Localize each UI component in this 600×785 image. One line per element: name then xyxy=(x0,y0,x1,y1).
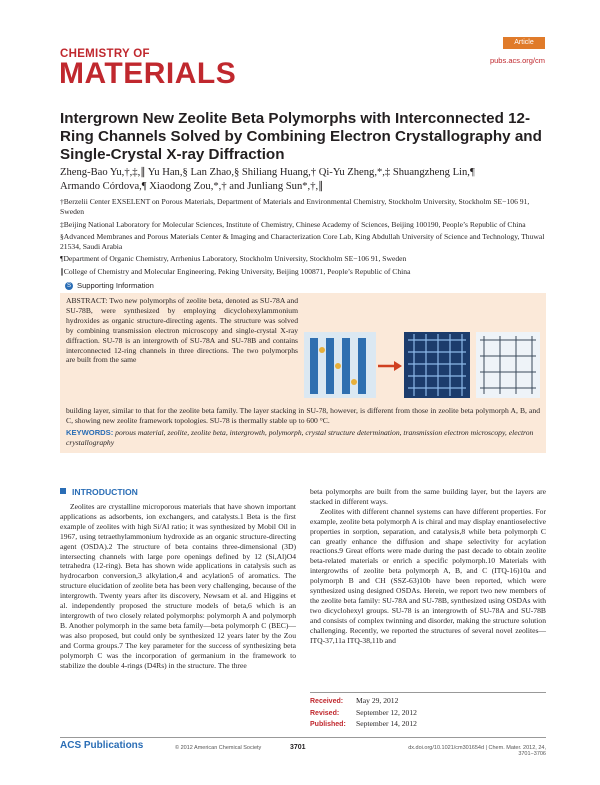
paragraph: Zeolites with different channel systems can have different properties. For example, zeolite beta polymorph A is chiral and may display enantioselective properties in sorption, separation, and catalysis,8 while beta polymorph C can greatly enhance the diffusion and shape selectivity for acylation reactions.9 Great efforts were made during the past decade to obtain zeolite beta-related materials or enrich a specific polymorph.10 Materials with intergrowths of zeolite beta polymorph A, B, and C (ITQ-16)10a and polymorph B and CH (SSZ-63)10b have been reported, which were synthesized using designed OSDAs. Herein, we report two new members of the zeolite beta family: SU-78A and SU-78B, synthesized using OSDAs with two dicyclohexyl groups. SU-78 is an intergrowth of SU-78A and SU-78B and consists of complex twinning and disorder, making the structure solution challenging. Recently, we reported the structures of several novel zeolites—ITQ-37,11a ITQ-38,11b and xyxy=(310,506,546,645)
toc-graphic xyxy=(304,330,542,402)
journal-logo-top: CHEMISTRY OF xyxy=(60,48,150,60)
date-value: September 12, 2012 xyxy=(356,707,417,717)
intro-column-left xyxy=(60,502,296,670)
copyright: © 2012 American Chemical Society xyxy=(175,745,262,751)
date-value: May 29, 2012 xyxy=(356,696,399,705)
article-type-badge: Article xyxy=(503,37,545,49)
affiliation: ∥College of Chemistry and Molecular Engineering, Peking University, Beijing 100871, People’s Republic of China xyxy=(60,266,411,276)
paragraph: beta polymorphs are built from the same building layer, but the layers are stacked in different ways. xyxy=(310,487,546,506)
author-list xyxy=(60,166,545,193)
date-label: Published: xyxy=(310,721,346,728)
footer-divider xyxy=(60,737,546,738)
keywords-text: porous material, zeolite, zeolite beta, intergrowth, polymorph, crystal structure determination, transmission electron microscopy, electron crystallography xyxy=(66,428,534,447)
date-row xyxy=(310,708,546,720)
supporting-info-link[interactable] xyxy=(65,281,154,290)
authors-line-2: Armando Córdova,¶ Xiaodong Zou,*,† and Junliang Sun*,†,∥ xyxy=(60,180,324,192)
affiliation: §Advanced Membranes and Porous Materials Center & Imaging and Characterization Core Lab, King Abdullah University of Science and Technology, Thuwal 21534, Saudi Arabia xyxy=(60,231,545,252)
affiliations xyxy=(60,197,545,279)
authors-line-1: Zheng-Bao Yu,†,‡,∥ Yu Han,§ Lan Zhao,§ Shiliang Huang,† Qi-Yu Zheng,*,‡ Shuangzheng Lin,¶ xyxy=(60,167,475,178)
affiliation: †Berzelii Center EXSELENT on Porous Materials, Department of Materials and Environmental Chemistry, Stockholm University, Stockholm SE−106 91, Sweden xyxy=(60,197,530,217)
section-heading xyxy=(60,487,138,497)
page-number: 3701 xyxy=(290,744,306,751)
paragraph: Zeolites are crystalline microporous materials that have shown important applications as adsorbents, ion exchangers, and catalysts.1 Beta is the first example of zeolites with high Si/Al ratio; it was synthesized by Mobil Oil in 1967, using tetraethylammonium hydroxide as an organic structure-directing agent (OSDA).2 The structure of beta contains three-dimensional (3D) intersecting channels with large pore openings defined by 12 (Si,Al)O4 tetrahedra (12-ring). Beta has shown wide applications in catalysis such as hydrocarbon conversion,3 alkylation,4 and acylation5 of aromatics. The structure elucidation of zeolite beta has been very challenging, because of the intergrowth. Twenty years after its discovery, Newsam et al. and Higgins et al. independently proposed the structure models of beta,6 which is an intergrowth of two closely related polymorphs: polymorph A and polymorph B. Another polymorph in the same beta family—beta polymorph C (BEC)—was also proposed, but could only be synthesized 12 years later by the Zou and Corma groups.7 The key parameter for the success of synthesizing beta polymorph C was the incorporation of germanium in the framework to stabilize the double 4-rings (D4Rs) in the structure. The three xyxy=(60,502,296,670)
doi-citation[interactable]: dx.doi.org/10.1021/cm301654d | Chem. Mater. 2012, 24, 3701−3706 xyxy=(408,745,546,757)
abstract-text-part1: ABSTRACT: Two new polymorphs of zeolite beta, denoted as SU-78A and SU-78B, were synthesized by employing dicyclohexylammonium hydroxides as organic structure-directing agents. The structure was solved by combining transmission electron microscopy and single-crystal X-ray diffraction. SU-78 is an intergrowth of SU-78A and SU-78B and contains interconnected 12-ring channels in three directions. The two polymorphs are built from the same xyxy=(66,296,298,365)
supporting-info-icon: S xyxy=(66,283,71,289)
affiliation: ‡Beijing National Laboratory for Molecular Sciences, Institute of Chemistry, Chinese Academy of Sciences, Beijing 100190, People’s Republic of China xyxy=(60,219,526,229)
section-title: INTRODUCTION xyxy=(72,487,138,497)
affiliation: ¶Department of Organic Chemistry, Arrhenius Laboratory, Stockholm University, Stockholm SE−106 91, Sweden xyxy=(60,254,407,264)
date-label: Revised: xyxy=(310,709,340,717)
article-title: Intergrown New Zeolite Beta Polymorphs with Interconnected 12-Ring Channels Solved by Combining Electron Crystallography and Single-Crystal X-ray Diffraction xyxy=(60,110,542,163)
keywords xyxy=(66,428,540,448)
keywords-label: KEYWORDS: xyxy=(66,428,114,437)
date-row xyxy=(310,696,546,708)
publisher-logo: ACS Publications xyxy=(60,740,144,751)
publication-dates xyxy=(310,692,546,731)
date-value: September 14, 2012 xyxy=(356,719,417,728)
date-label: Received: xyxy=(310,698,344,705)
abstract-text-part2: building layer, similar to that for the zeolite beta family. The layer stacking in SU-78, however, is different from those in zeolite beta polymorph A, B, and C, showing new zeolite framework topologies. SU-78 is thermally stable up to 600 °C. xyxy=(66,406,540,425)
journal-logo-main: MATERIALS xyxy=(59,57,237,90)
section-marker-icon xyxy=(60,488,66,494)
supporting-info-label: Supporting Information xyxy=(77,281,154,290)
journal-url[interactable]: pubs.acs.org/cm xyxy=(489,56,545,65)
intro-column-right xyxy=(310,487,546,646)
date-row xyxy=(310,719,546,731)
